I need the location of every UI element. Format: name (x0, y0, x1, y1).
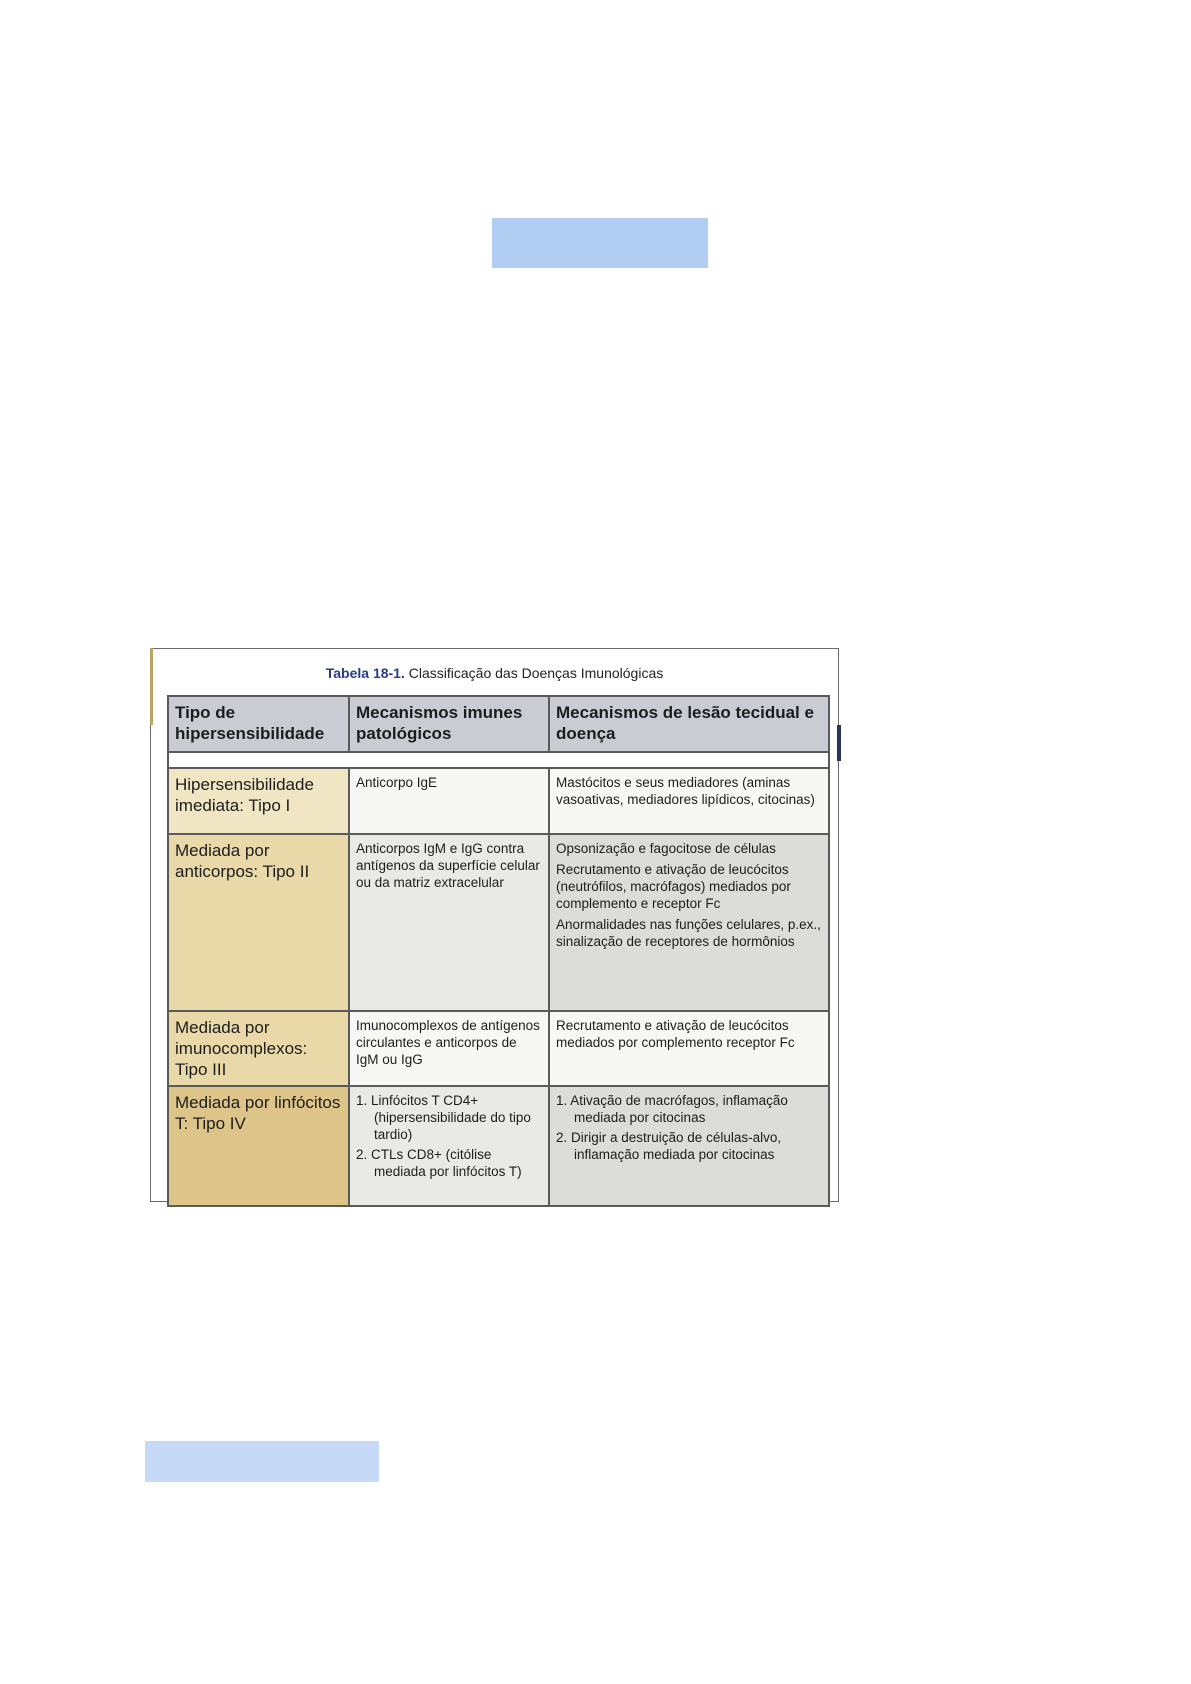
lesion-item: 1. Ativação de macrófagos, inflamação mediada por citocinas (556, 1093, 788, 1125)
caption-title: Classificação das Doenças Imunológicas (408, 665, 664, 681)
header-mechanism: Mecanismos imunes patológicos (349, 696, 549, 752)
table-figure (150, 648, 839, 1202)
type-cell: Mediada por anticorpos: Tipo II (168, 834, 349, 1011)
classification-table (167, 695, 830, 1207)
lesion-item: 2. Dirigir a destruição de células-alvo, inflamação mediada por citocinas (556, 1130, 782, 1162)
lesion-item: Opsonização e fagocitose de células (556, 841, 776, 856)
mechanism-item: Anticorpos IgM e IgG contra antígenos da superfície celular ou da matriz extracelular (356, 841, 540, 890)
type-cell: Mediada por linfócitos T: Tipo IV (168, 1086, 349, 1206)
lesion-cell (549, 1086, 829, 1206)
highlight-bar-bottom (145, 1441, 379, 1482)
mechanism-item: Imunocomplexos de antígenos circulantes e anticorpos de IgM ou IgG (356, 1018, 540, 1067)
highlight-bar-top (492, 218, 708, 268)
scan-edge-marker (837, 725, 841, 761)
lesion-item: Anormalidades nas funções celulares, p.ex., sinalização de receptores de hormônios (556, 917, 821, 949)
type-cell: Mediada por imunocomplexos: Tipo III (168, 1011, 349, 1086)
mechanism-item: 1. Linfócitos T CD4+ (hipersensibilidade do tipo tardio) (356, 1093, 531, 1142)
mechanism-cell (349, 1011, 549, 1086)
mechanism-item: Anticorpo IgE (356, 775, 438, 790)
lesion-item: Mastócitos e seus mediadores (aminas vasoativas, mediadores lipídicos, citocinas) (556, 775, 815, 807)
lesion-item: Recrutamento e ativação de leucócitos (neutrófilos, macrófagos) mediados por complemento e receptor Fc (556, 862, 791, 911)
lesion-cell (549, 834, 829, 1011)
mechanism-cell (349, 1086, 549, 1206)
scan-edge-marker (150, 648, 153, 725)
lesion-cell (549, 768, 829, 834)
table-row (168, 768, 829, 834)
mechanism-cell (349, 834, 549, 1011)
table-row (168, 834, 829, 1011)
header-type: Tipo de hipersensibilidade (168, 696, 349, 752)
mechanism-item: 2. CTLs CD8+ (citólise mediada por linfócitos T) (356, 1147, 522, 1179)
table-row (168, 1011, 829, 1086)
lesion-item: Recrutamento e ativação de leucócitos mediados por complemento receptor Fc (556, 1018, 795, 1050)
table-row (168, 1086, 829, 1206)
header-lesion: Mecanismos de lesão tecidual e doença (549, 696, 829, 752)
type-cell: Hipersensibilidade imediata: Tipo I (168, 768, 349, 834)
lesion-cell (549, 1011, 829, 1086)
table-caption (151, 665, 838, 681)
table-header-row (168, 696, 829, 752)
mechanism-cell (349, 768, 549, 834)
caption-label: Tabela 18-1. (325, 665, 405, 681)
